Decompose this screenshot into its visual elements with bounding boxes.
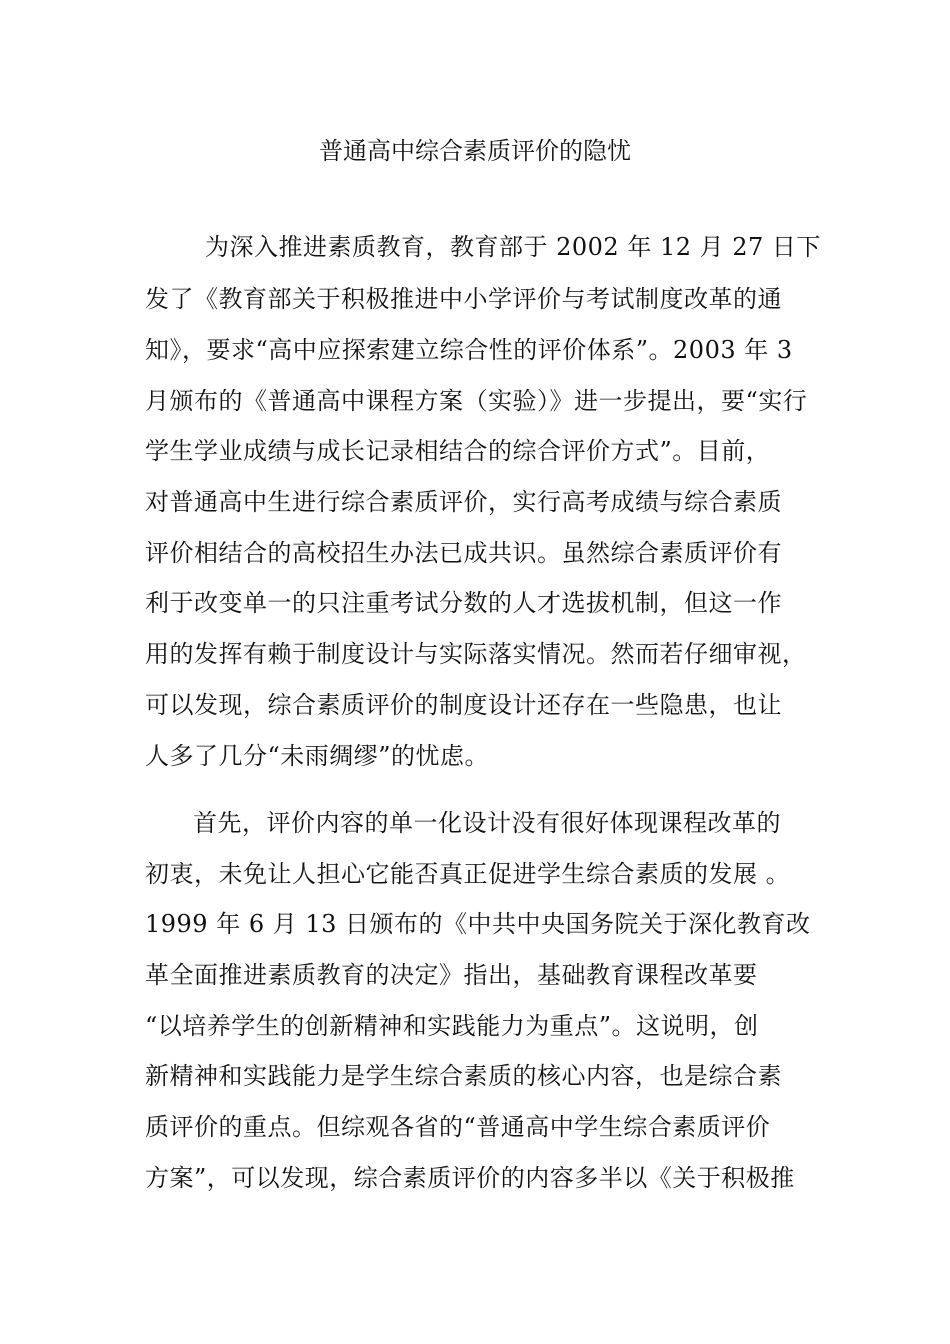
paragraph-1-line-10: 可以发现，综合素质评价的制度设计还存在一些隐患，也让	[145, 691, 782, 719]
paragraph-2-line-6: 新精神和实践能力是学生综合素质的核心内容，也是综合素	[145, 1062, 782, 1090]
paragraph-2-line-3: 1999 年 6 月 13 日颁布的《中共中央国务院关于深化教育改	[145, 910, 811, 938]
paragraph-1-line-4: 月颁布的《普通高中课程方案（实验）》进一步提出，要“实行	[145, 387, 808, 415]
paragraph-1-line-6: 对普通高中生进行综合素质评价，实行高考成绩与综合素质	[145, 488, 782, 516]
paragraph-2-line-5: “以培养学生的创新精神和实践能力为重点”。这说明，创	[145, 1012, 759, 1040]
paragraph-1-line-5: 学生学业成绩与成长记录相结合的综合评价方式”。目前，	[145, 437, 771, 465]
paragraph-2-line-2: 初衷，未免让人担心它能否真正促进学生综合素质的发展 。	[145, 860, 791, 888]
document-title: 普通高中综合素质评价的隐忧	[319, 137, 631, 165]
paragraph-1-line-9: 用的发挥有赖于制度设计与实际落实情况。然而若仔细审视，	[145, 640, 807, 668]
paragraph-1-line-2: 发了《教育部关于积极推进中小学评价与考试制度改革的通	[145, 285, 782, 313]
paragraph-1-line-11: 人多了几分“未雨绸缪”的忧虑。	[145, 742, 490, 770]
paragraph-2-line-8: 方案”，可以发现，综合素质评价的内容多半以《关于积极推	[145, 1164, 795, 1192]
paragraph-2-line-4: 革全面推进素质教育的决定》指出，基础教育课程改革要	[145, 961, 758, 989]
paragraph-2-line-7: 质评价的重点。但综观各省的“普通高中学生综合素质评价	[145, 1113, 771, 1141]
paragraph-1-line-7: 评价相结合的高校招生办法已成共识。虽然综合素质评价有	[145, 539, 782, 567]
paragraph-1-line-3: 知》，要求“高中应探索建立综合性的评价体系”。2003 年 3	[145, 336, 793, 364]
paragraph-2-line-1: 首先，评价内容的单一化设计没有很好体现课程改革的	[193, 809, 781, 837]
paragraph-1-line-8: 利于改变单一的只注重考试分数的人才选拔机制，但这一作	[145, 589, 782, 617]
paragraph-1-line-1: 为深入推进素质教育，教育部于 2002 年 12 月 27 日下	[205, 233, 821, 261]
